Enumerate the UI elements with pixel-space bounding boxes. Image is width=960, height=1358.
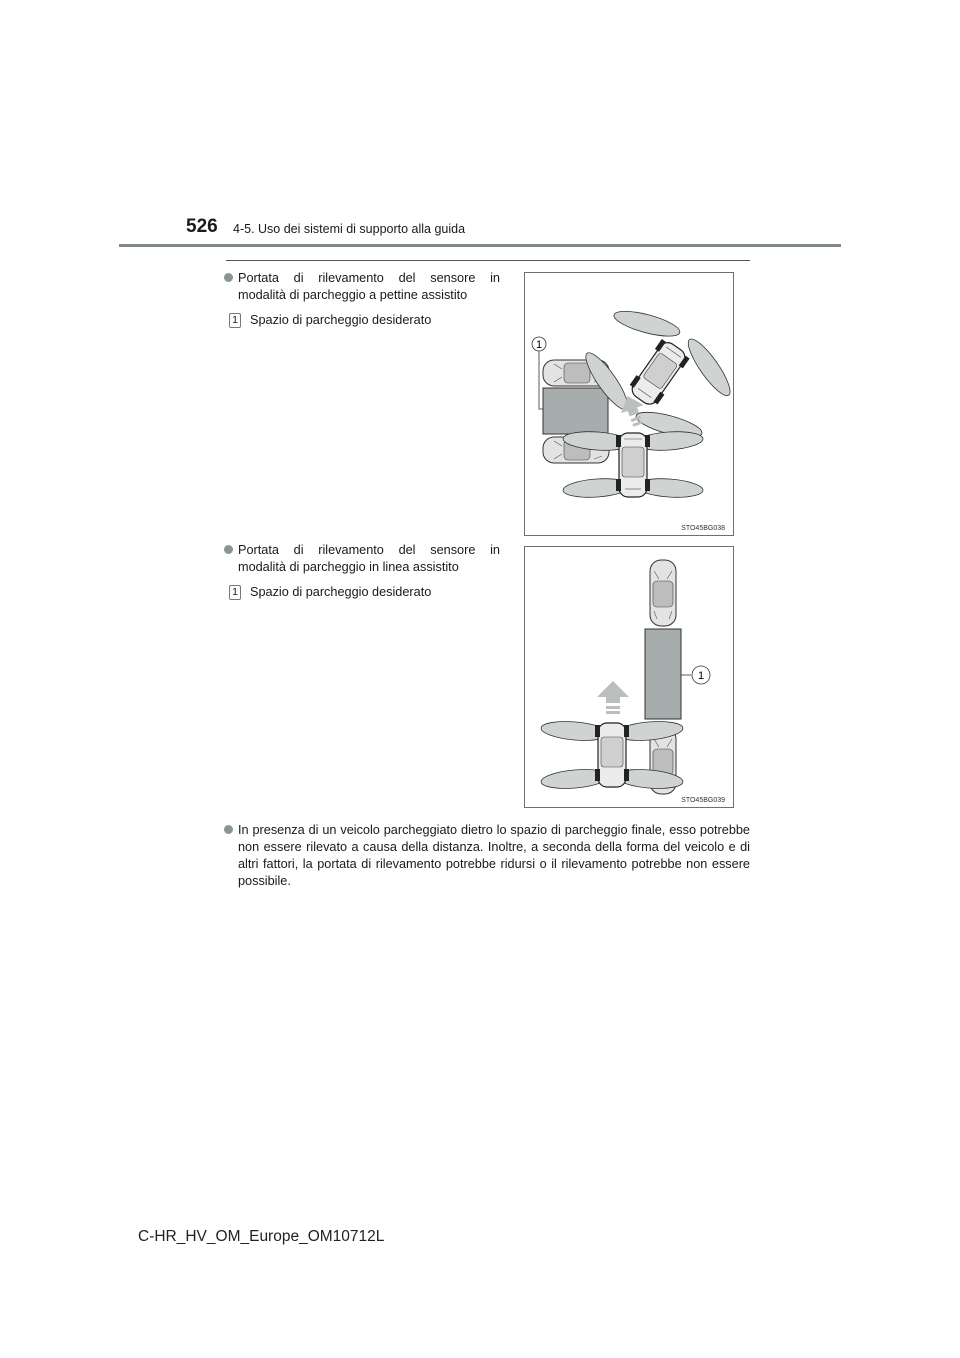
- footer-code: C-HR_HV_OM_Europe_OM10712L: [138, 1228, 385, 1245]
- bullet-dot-icon: [224, 545, 233, 554]
- content-top-rule: [226, 260, 750, 261]
- note-text: In presenza di un veicolo parcheggiato dietro lo spazio di parcheggio finale, esso potrebbe non essere rilevato a causa della distanza. Inoltre, a seconda della forma del veicolo e di altri fattori, la portata di rilevamento potrebbe ridursi o il rilevamento potrebbe non essere possibile.: [238, 823, 750, 888]
- bullet-text-line2: modalità di parcheggio in linea assistito: [238, 560, 459, 574]
- bullet-item-perpendicular: [224, 270, 500, 304]
- bullet-dot-icon: [224, 273, 233, 282]
- bullet-item-parallel: [224, 542, 500, 576]
- callout-number: 1: [229, 585, 241, 600]
- header-rule: [119, 244, 841, 247]
- figure-id: STO45BG039: [681, 797, 725, 804]
- bullet-text-line1: Portata di rilevamento del sensore in: [238, 271, 500, 285]
- figure-id: STO45BG038: [681, 525, 725, 532]
- bullet-dot-icon: [224, 825, 233, 834]
- callout-text: Spazio di parcheggio desiderato: [250, 585, 432, 599]
- figure-parallel-parking: [524, 546, 734, 808]
- callout-row: [229, 585, 431, 600]
- figure-label: 1: [535, 339, 543, 351]
- figure-perpendicular-parking: [524, 272, 734, 536]
- callout-number: 1: [229, 313, 241, 328]
- callout-text: Spazio di parcheggio desiderato: [250, 313, 432, 327]
- callout-row: [229, 313, 431, 328]
- page-number: 526: [186, 216, 218, 237]
- perpendicular-parking-illustration: [525, 273, 733, 535]
- bullet-text-line1: Portata di rilevamento del sensore in: [238, 543, 500, 557]
- section-title: 4-5. Uso dei sistemi di supporto alla guida: [233, 222, 466, 236]
- bullet-text-line2: modalità di parcheggio a pettine assistito: [238, 288, 468, 302]
- figure-label: 1: [697, 670, 705, 682]
- parallel-parking-illustration: [525, 547, 733, 807]
- bullet-item-note: [224, 822, 750, 890]
